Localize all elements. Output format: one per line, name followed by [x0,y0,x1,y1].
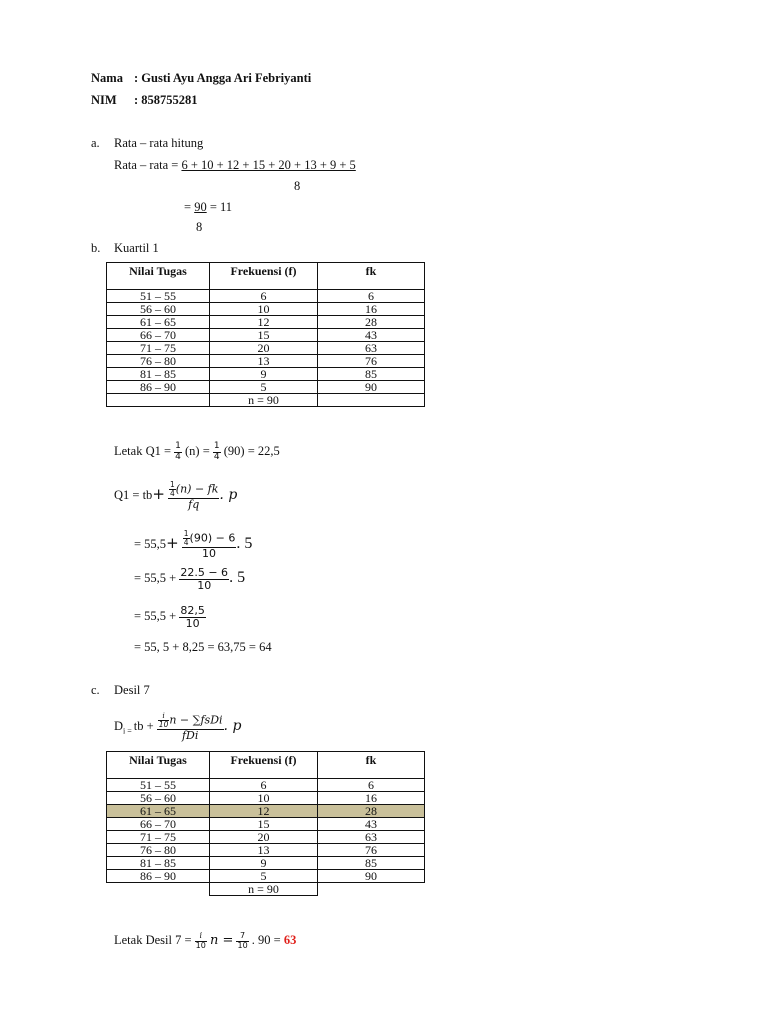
frequency-table-1 [106,262,425,407]
table-total: n = 90 [210,394,318,407]
decile-fraction-den: fDi [181,729,199,743]
step1-fraction-num-rest: (90) − 6 [189,531,236,545]
fraction-i-over-10 [158,712,170,729]
fraction-num: 1 [170,480,175,490]
decile-formula [114,704,241,754]
table-row-highlighted [107,805,425,818]
table-header: Frekuensi (f) [210,752,318,779]
step1-fraction-num [182,530,237,548]
fraction-den: 10 [195,940,206,950]
step2-tail: . 5 [229,569,246,586]
table-cell: 15 [210,329,318,342]
q1-location [114,437,280,465]
fraction-den: 4 [213,451,220,462]
table-cell [107,883,210,896]
table-cell: 43 [318,818,425,831]
table-row [107,844,425,857]
frequency-table-2 [106,751,425,896]
table-cell: 61 – 65 [107,316,210,329]
table-cell: 6 [318,290,425,303]
table-total-row [107,883,425,896]
table-header-row [107,263,425,290]
section-c-marker: c. [91,683,100,697]
table-cell: 9 [210,368,318,381]
q1-formula [114,474,237,515]
q1-formula-tail: . p [219,487,238,503]
table-header: fk [318,752,425,779]
table-cell: 10 [210,303,318,316]
section-c-title: Desil 7 [114,683,150,697]
table-row [107,303,425,316]
fraction-one-quarter [169,481,176,498]
table-row [107,355,425,368]
table-cell: 43 [318,329,425,342]
fraction-one-quarter [183,530,190,547]
table-cell: 10 [210,792,318,805]
section-b-marker: b. [91,241,101,255]
section-a-title: Rata – rata hitung [114,136,204,150]
table-cell: 63 [318,342,425,355]
table-row [107,316,425,329]
table-cell: 76 – 80 [107,844,210,857]
nim-value: : 858755281 [134,93,198,107]
table-row [107,779,425,792]
plus-sign: + [152,485,165,503]
table-cell [318,883,425,896]
decile-location [114,925,296,956]
table-cell: 63 [318,831,425,844]
table-header: fk [318,263,425,290]
table-cell: 28 [318,316,425,329]
table-cell: 6 [318,779,425,792]
fraction-den: 10 [158,720,169,730]
fraction-num: 1 [175,441,181,452]
fraction-num: 1 [183,529,189,539]
table-cell: 90 [318,381,425,394]
plus-sign: + [166,534,179,552]
fraction-i-over-10 [195,932,207,950]
fraction-one-quarter [213,442,221,462]
table-header: Nilai Tugas [107,752,210,779]
table-cell: 76 – 80 [107,355,210,368]
q1-location-result: (90) = 22,5 [220,444,280,458]
step1-left: = 55,5 [134,537,167,551]
mean-result-suffix: = 11 [206,200,233,214]
table-row [107,368,425,381]
decile-location-n: n = [209,933,234,948]
mean-formula-left: Rata – rata = [114,158,182,172]
table-row [107,857,425,870]
q1-step-3 [134,598,206,634]
q1-fraction-num-rest: (n) − fk [175,482,219,496]
table-cell: 66 – 70 [107,818,210,831]
q1-step-2 [134,560,245,596]
step2-fraction-num: 22.5 − 6 [180,566,229,580]
mean-result-prefix: = [184,200,195,214]
table-cell: 16 [318,792,425,805]
step1-tail: . 5 [236,535,253,552]
table-cell: 12 [210,316,318,329]
mean-result-den: 8 [196,220,203,234]
step2-fraction [179,567,229,591]
table-row [107,870,425,883]
table-row [107,290,425,303]
table-header-row [107,752,425,779]
q1-final: = 55, 5 + 8,25 = 63,75 = 64 [134,640,272,654]
step1-fraction [182,530,237,559]
table-cell: 71 – 75 [107,831,210,844]
table-row [107,831,425,844]
mean-result-num: 90 [194,200,207,214]
fraction-den: 10 [237,940,248,950]
table-cell: 9 [210,857,318,870]
table-cell: 20 [210,342,318,355]
fraction-den: 4 [183,538,189,548]
table-cell: 86 – 90 [107,381,210,394]
nim-label: NIM [91,93,117,107]
table-cell: 76 [318,355,425,368]
mean-result [184,200,232,215]
step3-left: = 55,5 + [134,609,177,623]
table-cell: 51 – 55 [107,779,210,792]
step2-left: = 55,5 + [134,571,177,585]
mean-formula [114,158,356,173]
q1-step-1 [134,523,252,564]
decile-fraction [157,712,224,741]
table-cell: 5 [210,870,318,883]
decile-fraction-num [157,712,224,730]
q1-formula-left: Q1 = tb [114,488,153,502]
table-cell: 28 [318,805,425,818]
nama-label: Nama [91,71,123,85]
fraction-one-quarter [174,442,182,462]
table-cell: 6 [210,290,318,303]
decile-sub: i = [123,726,134,736]
section-b-title: Kuartil 1 [114,241,159,255]
table-cell: 61 – 65 [107,805,210,818]
fraction-den: 4 [175,451,181,462]
table-cell: 90 [318,870,425,883]
q1-location-prefix: Letak Q1 = [114,444,172,458]
table-cell: 6 [210,779,318,792]
q1-fraction-num [168,481,219,499]
table-cell [107,394,210,407]
table-header: Frekuensi (f) [210,263,318,290]
table-cell: 71 – 75 [107,342,210,355]
table-cell: 85 [318,857,425,870]
table-cell: 13 [210,844,318,857]
fraction-num: i [158,712,170,721]
table-cell: 51 – 55 [107,290,210,303]
table-cell: 85 [318,368,425,381]
fraction-num: 7 [236,932,248,941]
table-row [107,342,425,355]
q1-fraction-den: fq [188,498,200,512]
decile-location-rest: . 90 = [248,933,284,947]
table-cell: 16 [318,303,425,316]
decile-fraction-num-rest: n − ∑fsDi [169,713,223,727]
step1-fraction-den: 10 [202,547,217,561]
table-cell: 13 [210,355,318,368]
step3-fraction [179,605,206,629]
fraction-7-over-10 [236,932,248,950]
decile-location-prefix: Letak Desil 7 = [114,933,192,947]
decile-formula-tail: . p [223,718,242,734]
table-cell [318,394,425,407]
table-cell: 56 – 60 [107,792,210,805]
table-cell: 86 – 90 [107,870,210,883]
table-total-row [107,394,425,407]
table-cell: 12 [210,805,318,818]
table-cell: 66 – 70 [107,329,210,342]
mean-formula-numerator: 6 + 10 + 12 + 15 + 20 + 13 + 9 + 5 [181,158,356,172]
fraction-den: 4 [170,489,175,499]
table-cell: 76 [318,844,425,857]
table-row [107,329,425,342]
table-row [107,792,425,805]
table-cell: 5 [210,381,318,394]
step3-fraction-den: 10 [185,616,200,630]
table-cell: 20 [210,831,318,844]
table-row [107,818,425,831]
table-cell: 56 – 60 [107,303,210,316]
table-total: n = 90 [210,883,318,896]
nama-value: : Gusti Ayu Angga Ari Febriyanti [134,71,312,85]
table-cell: 81 – 85 [107,857,210,870]
section-a-marker: a. [91,136,100,150]
decile-d: D [114,719,124,733]
step3-fraction-num: 82,5 [180,604,205,618]
fraction-num: 1 [213,441,220,452]
decile-location-result: 63 [283,933,297,947]
table-cell: 15 [210,818,318,831]
mean-formula-denominator: 8 [294,179,301,193]
table-row [107,381,425,394]
q1-fraction [168,481,219,510]
step2-fraction-den: 10 [197,578,212,592]
fraction-num: i [195,932,207,941]
q1-location-mid: (n) = [181,444,210,458]
decile-tb: tb + [133,719,154,733]
table-cell: 81 – 85 [107,368,210,381]
table-header: Nilai Tugas [107,263,210,290]
